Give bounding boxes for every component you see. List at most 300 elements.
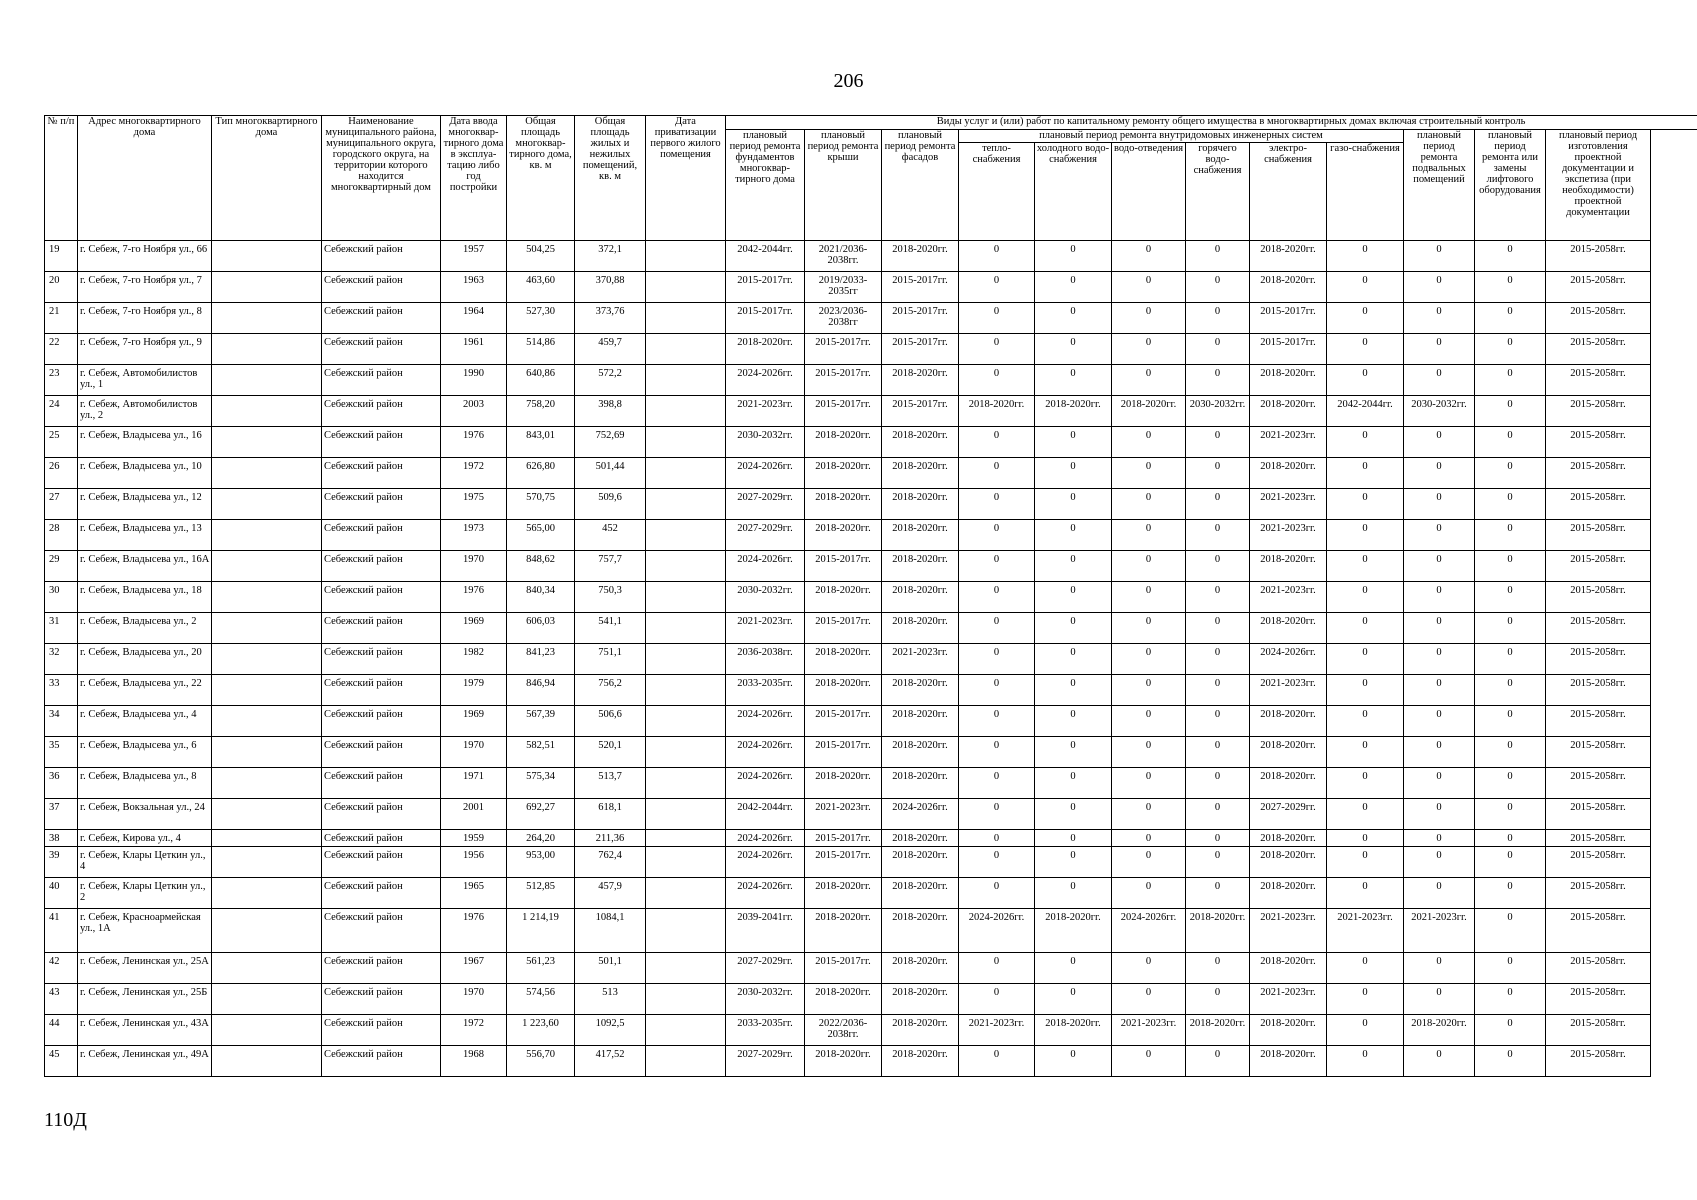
gas-cell: 0 bbox=[1327, 365, 1404, 396]
header-address: Адрес многоквартирного дома bbox=[78, 116, 212, 241]
facade-cell: 2015-2017гг. bbox=[882, 334, 959, 365]
privatization-cell bbox=[646, 427, 726, 458]
address-cell: г. Себеж, 7-го Ноября ул., 8 bbox=[78, 303, 212, 334]
heating-cell: 0 bbox=[959, 272, 1035, 303]
foundation-cell: 2027-2029гг. bbox=[726, 953, 805, 984]
year-cell: 1979 bbox=[441, 675, 507, 706]
gas-cell: 0 bbox=[1327, 458, 1404, 489]
roof-cell: 2018-2020гг. bbox=[805, 644, 882, 675]
facade-cell: 2018-2020гг. bbox=[882, 458, 959, 489]
gas-cell: 0 bbox=[1327, 551, 1404, 582]
design-docs-cell: 2015-2058гг. bbox=[1546, 427, 1651, 458]
row-number: 29 bbox=[45, 551, 78, 582]
type-cell bbox=[212, 909, 322, 953]
year-cell: 1975 bbox=[441, 489, 507, 520]
gas-cell: 0 bbox=[1327, 489, 1404, 520]
type-cell bbox=[212, 675, 322, 706]
year-cell: 1970 bbox=[441, 551, 507, 582]
electricity-cell: 2024-2026гг. bbox=[1250, 644, 1327, 675]
basement-cell: 0 bbox=[1404, 365, 1475, 396]
cold-water-cell: 0 bbox=[1035, 458, 1112, 489]
row-number: 33 bbox=[45, 675, 78, 706]
year-cell: 1971 bbox=[441, 768, 507, 799]
design-docs-cell: 2015-2058гг. bbox=[1546, 396, 1651, 427]
year-cell: 1965 bbox=[441, 878, 507, 909]
elevator-cell: 0 bbox=[1475, 737, 1546, 768]
municipality-cell: Себежский район bbox=[322, 737, 441, 768]
hot-water-cell: 0 bbox=[1186, 613, 1250, 644]
electricity-cell: 2015-2017гг. bbox=[1250, 334, 1327, 365]
cold-water-cell: 0 bbox=[1035, 613, 1112, 644]
gas-cell: 0 bbox=[1327, 303, 1404, 334]
row-number: 44 bbox=[45, 1015, 78, 1046]
electricity-cell: 2021-2023гг. bbox=[1250, 909, 1327, 953]
drainage-cell: 0 bbox=[1112, 272, 1186, 303]
hot-water-cell: 0 bbox=[1186, 675, 1250, 706]
basement-cell: 0 bbox=[1404, 706, 1475, 737]
total-area-cell: 640,86 bbox=[507, 365, 575, 396]
electricity-cell: 2015-2017гг. bbox=[1250, 303, 1327, 334]
total-area-cell: 527,30 bbox=[507, 303, 575, 334]
facade-cell: 2018-2020гг. bbox=[882, 365, 959, 396]
row-number: 42 bbox=[45, 953, 78, 984]
heating-cell: 0 bbox=[959, 334, 1035, 365]
electricity-cell: 2018-2020гг. bbox=[1250, 241, 1327, 272]
privatization-cell bbox=[646, 613, 726, 644]
total-area-cell: 692,27 bbox=[507, 799, 575, 830]
facade-cell: 2018-2020гг. bbox=[882, 984, 959, 1015]
total-area-cell: 565,00 bbox=[507, 520, 575, 551]
electricity-cell: 2018-2020гг. bbox=[1250, 737, 1327, 768]
row-number: 31 bbox=[45, 613, 78, 644]
living-area-cell: 1092,5 bbox=[575, 1015, 646, 1046]
year-cell: 1973 bbox=[441, 520, 507, 551]
total-area-cell: 626,80 bbox=[507, 458, 575, 489]
municipality-cell: Себежский район bbox=[322, 909, 441, 953]
living-area-cell: 459,7 bbox=[575, 334, 646, 365]
roof-cell: 2018-2020гг. bbox=[805, 768, 882, 799]
basement-cell: 2018-2020гг. bbox=[1404, 1015, 1475, 1046]
design-docs-cell: 2015-2058гг. bbox=[1546, 613, 1651, 644]
privatization-cell bbox=[646, 953, 726, 984]
municipality-cell: Себежский район bbox=[322, 489, 441, 520]
roof-cell: 2015-2017гг. bbox=[805, 847, 882, 878]
foundation-cell: 2021-2023гг. bbox=[726, 396, 805, 427]
design-docs-cell: 2015-2058гг. bbox=[1546, 706, 1651, 737]
foundation-cell: 2015-2017гг. bbox=[726, 272, 805, 303]
drainage-cell: 0 bbox=[1112, 768, 1186, 799]
gas-cell: 2042-2044гг. bbox=[1327, 396, 1404, 427]
foundation-cell: 2021-2023гг. bbox=[726, 613, 805, 644]
drainage-cell: 0 bbox=[1112, 737, 1186, 768]
roof-cell: 2018-2020гг. bbox=[805, 582, 882, 613]
municipality-cell: Себежский район bbox=[322, 334, 441, 365]
basement-cell: 0 bbox=[1404, 830, 1475, 847]
row-number: 24 bbox=[45, 396, 78, 427]
hot-water-cell: 0 bbox=[1186, 365, 1250, 396]
cold-water-cell: 0 bbox=[1035, 675, 1112, 706]
total-area-cell: 574,56 bbox=[507, 984, 575, 1015]
total-area-cell: 582,51 bbox=[507, 737, 575, 768]
foundation-cell: 2024-2026гг. bbox=[726, 737, 805, 768]
heating-cell: 0 bbox=[959, 458, 1035, 489]
year-cell: 1970 bbox=[441, 737, 507, 768]
privatization-cell bbox=[646, 799, 726, 830]
living-area-cell: 541,1 bbox=[575, 613, 646, 644]
basement-cell: 2021-2023гг. bbox=[1404, 909, 1475, 953]
header-total-area: Общая площадь многоквар-тирного дома, кв. м bbox=[507, 116, 575, 241]
municipality-cell: Себежский район bbox=[322, 520, 441, 551]
elevator-cell: 0 bbox=[1475, 768, 1546, 799]
facade-cell: 2024-2026гг. bbox=[882, 799, 959, 830]
cold-water-cell: 0 bbox=[1035, 799, 1112, 830]
year-cell: 1956 bbox=[441, 847, 507, 878]
basement-cell: 0 bbox=[1404, 272, 1475, 303]
table-row bbox=[45, 458, 1697, 489]
heating-cell: 0 bbox=[959, 675, 1035, 706]
page-number: 206 bbox=[833, 70, 864, 92]
cold-water-cell: 0 bbox=[1035, 847, 1112, 878]
drainage-cell: 0 bbox=[1112, 613, 1186, 644]
foundation-cell: 2042-2044гг. bbox=[726, 799, 805, 830]
municipality-cell: Себежский район bbox=[322, 984, 441, 1015]
total-area-cell: 264,20 bbox=[507, 830, 575, 847]
hot-water-cell: 0 bbox=[1186, 830, 1250, 847]
type-cell bbox=[212, 799, 322, 830]
year-cell: 1959 bbox=[441, 830, 507, 847]
municipality-cell: Себежский район bbox=[322, 1046, 441, 1077]
heating-cell: 0 bbox=[959, 365, 1035, 396]
municipality-cell: Себежский район bbox=[322, 365, 441, 396]
type-cell bbox=[212, 582, 322, 613]
elevator-cell: 0 bbox=[1475, 365, 1546, 396]
row-number: 41 bbox=[45, 909, 78, 953]
heating-cell: 0 bbox=[959, 551, 1035, 582]
hot-water-cell: 0 bbox=[1186, 427, 1250, 458]
privatization-cell bbox=[646, 551, 726, 582]
address-cell: г. Себеж, Клары Цеткин ул., 4 bbox=[78, 847, 212, 878]
roof-cell: 2015-2017гг. bbox=[805, 613, 882, 644]
cold-water-cell: 0 bbox=[1035, 551, 1112, 582]
heating-cell: 0 bbox=[959, 737, 1035, 768]
gas-cell: 0 bbox=[1327, 768, 1404, 799]
roof-cell: 2018-2020гг. bbox=[805, 984, 882, 1015]
hot-water-cell: 2018-2020гг. bbox=[1186, 1015, 1250, 1046]
gas-cell: 2021-2023гг. bbox=[1327, 909, 1404, 953]
gas-cell: 0 bbox=[1327, 1046, 1404, 1077]
hot-water-cell: 0 bbox=[1186, 489, 1250, 520]
basement-cell: 0 bbox=[1404, 1046, 1475, 1077]
municipality-cell: Себежский район bbox=[322, 675, 441, 706]
hot-water-cell: 0 bbox=[1186, 1046, 1250, 1077]
row-number: 20 bbox=[45, 272, 78, 303]
year-cell: 1961 bbox=[441, 334, 507, 365]
drainage-cell: 0 bbox=[1112, 847, 1186, 878]
municipality-cell: Себежский район bbox=[322, 953, 441, 984]
table-row bbox=[45, 489, 1697, 520]
address-cell: г. Себеж, Красноармейская ул., 1А bbox=[78, 909, 212, 953]
hot-water-cell: 0 bbox=[1186, 334, 1250, 365]
hot-water-cell: 0 bbox=[1186, 768, 1250, 799]
privatization-cell bbox=[646, 365, 726, 396]
basement-cell: 0 bbox=[1404, 768, 1475, 799]
hot-water-cell: 0 bbox=[1186, 272, 1250, 303]
municipality-cell: Себежский район bbox=[322, 396, 441, 427]
cold-water-cell: 0 bbox=[1035, 365, 1112, 396]
year-cell: 1990 bbox=[441, 365, 507, 396]
total-area-cell: 575,34 bbox=[507, 768, 575, 799]
living-area-cell: 370,88 bbox=[575, 272, 646, 303]
address-cell: г. Себеж, Владысева ул., 20 bbox=[78, 644, 212, 675]
hot-water-cell: 0 bbox=[1186, 799, 1250, 830]
address-cell: г. Себеж, Владысева ул., 6 bbox=[78, 737, 212, 768]
type-cell bbox=[212, 737, 322, 768]
roof-cell: 2015-2017гг. bbox=[805, 706, 882, 737]
design-docs-cell: 2015-2058гг. bbox=[1546, 644, 1651, 675]
hot-water-cell: 0 bbox=[1186, 520, 1250, 551]
roof-cell: 2015-2017гг. bbox=[805, 334, 882, 365]
elevator-cell: 0 bbox=[1475, 1046, 1546, 1077]
cold-water-cell: 0 bbox=[1035, 334, 1112, 365]
gas-cell: 0 bbox=[1327, 984, 1404, 1015]
drainage-cell: 0 bbox=[1112, 334, 1186, 365]
table-row bbox=[45, 953, 1697, 984]
drainage-cell: 0 bbox=[1112, 365, 1186, 396]
hot-water-cell: 0 bbox=[1186, 706, 1250, 737]
hot-water-cell: 0 bbox=[1186, 953, 1250, 984]
municipality-cell: Себежский район bbox=[322, 706, 441, 737]
elevator-cell: 0 bbox=[1475, 520, 1546, 551]
facade-cell: 2021-2023гг. bbox=[882, 644, 959, 675]
type-cell bbox=[212, 613, 322, 644]
elevator-cell: 0 bbox=[1475, 272, 1546, 303]
drainage-cell: 0 bbox=[1112, 458, 1186, 489]
heating-cell: 0 bbox=[959, 768, 1035, 799]
row-number: 35 bbox=[45, 737, 78, 768]
foundation-cell: 2024-2026гг. bbox=[726, 830, 805, 847]
design-docs-cell: 2015-2058гг. bbox=[1546, 334, 1651, 365]
cold-water-cell: 0 bbox=[1035, 768, 1112, 799]
drainage-cell: 0 bbox=[1112, 984, 1186, 1015]
cold-water-cell: 0 bbox=[1035, 427, 1112, 458]
header-hot-water: горячего водо-снабжения bbox=[1186, 143, 1250, 241]
heating-cell: 0 bbox=[959, 582, 1035, 613]
roof-cell: 2023/2036-2038гг bbox=[805, 303, 882, 334]
table-row bbox=[45, 427, 1697, 458]
foundation-cell: 2024-2026гг. bbox=[726, 551, 805, 582]
address-cell: г. Себеж, 7-го Ноября ул., 9 bbox=[78, 334, 212, 365]
type-cell bbox=[212, 984, 322, 1015]
foundation-cell: 2033-2035гг. bbox=[726, 675, 805, 706]
heating-cell: 2018-2020гг. bbox=[959, 396, 1035, 427]
address-cell: г. Себеж, Владысева ул., 4 bbox=[78, 706, 212, 737]
row-number: 25 bbox=[45, 427, 78, 458]
privatization-cell bbox=[646, 830, 726, 847]
design-docs-cell: 2015-2058гг. bbox=[1546, 582, 1651, 613]
living-area-cell: 211,36 bbox=[575, 830, 646, 847]
electricity-cell: 2018-2020гг. bbox=[1250, 613, 1327, 644]
table-row bbox=[45, 878, 1697, 909]
living-area-cell: 756,2 bbox=[575, 675, 646, 706]
electricity-cell: 2018-2020гг. bbox=[1250, 878, 1327, 909]
address-cell: г. Себеж, Владысева ул., 8 bbox=[78, 768, 212, 799]
table-row bbox=[45, 909, 1697, 953]
cold-water-cell: 0 bbox=[1035, 644, 1112, 675]
header-num: № п/п bbox=[45, 116, 78, 241]
design-docs-cell: 2015-2058гг. bbox=[1546, 520, 1651, 551]
electricity-cell: 2018-2020гг. bbox=[1250, 551, 1327, 582]
hot-water-cell: 0 bbox=[1186, 644, 1250, 675]
type-cell bbox=[212, 427, 322, 458]
table-row bbox=[45, 847, 1697, 878]
row-number: 39 bbox=[45, 847, 78, 878]
foundation-cell: 2030-2032гг. bbox=[726, 582, 805, 613]
heating-cell: 0 bbox=[959, 303, 1035, 334]
row-number: 45 bbox=[45, 1046, 78, 1077]
cold-water-cell: 0 bbox=[1035, 303, 1112, 334]
facade-cell: 2018-2020гг. bbox=[882, 830, 959, 847]
table-row bbox=[45, 675, 1697, 706]
facade-cell: 2018-2020гг. bbox=[882, 241, 959, 272]
total-area-cell: 556,70 bbox=[507, 1046, 575, 1077]
foundation-cell: 2036-2038гг. bbox=[726, 644, 805, 675]
drainage-cell: 2021-2023гг. bbox=[1112, 1015, 1186, 1046]
total-area-cell: 848,62 bbox=[507, 551, 575, 582]
year-cell: 1976 bbox=[441, 582, 507, 613]
heating-cell: 0 bbox=[959, 878, 1035, 909]
roof-cell: 2018-2020гг. bbox=[805, 489, 882, 520]
heating-cell: 0 bbox=[959, 984, 1035, 1015]
facade-cell: 2018-2020гг. bbox=[882, 953, 959, 984]
foundation-cell: 2042-2044гг. bbox=[726, 241, 805, 272]
gas-cell: 0 bbox=[1327, 427, 1404, 458]
drainage-cell: 2018-2020гг. bbox=[1112, 396, 1186, 427]
drainage-cell: 0 bbox=[1112, 830, 1186, 847]
heating-cell: 0 bbox=[959, 847, 1035, 878]
type-cell bbox=[212, 241, 322, 272]
roof-cell: 2018-2020гг. bbox=[805, 458, 882, 489]
header-privatization-date: Дата приватизации первого жилого помещения bbox=[646, 116, 726, 241]
cold-water-cell: 0 bbox=[1035, 830, 1112, 847]
row-number: 37 bbox=[45, 799, 78, 830]
basement-cell: 0 bbox=[1404, 489, 1475, 520]
living-area-cell: 520,1 bbox=[575, 737, 646, 768]
year-cell: 1969 bbox=[441, 613, 507, 644]
table-row bbox=[45, 582, 1697, 613]
address-cell: г. Себеж, Владысева ул., 12 bbox=[78, 489, 212, 520]
total-area-cell: 561,23 bbox=[507, 953, 575, 984]
cold-water-cell: 0 bbox=[1035, 706, 1112, 737]
table-row bbox=[45, 1046, 1697, 1077]
facade-cell: 2015-2017гг. bbox=[882, 272, 959, 303]
basement-cell: 0 bbox=[1404, 241, 1475, 272]
type-cell bbox=[212, 489, 322, 520]
elevator-cell: 0 bbox=[1475, 675, 1546, 706]
year-cell: 2003 bbox=[441, 396, 507, 427]
municipality-cell: Себежский район bbox=[322, 303, 441, 334]
type-cell bbox=[212, 458, 322, 489]
drainage-cell: 0 bbox=[1112, 489, 1186, 520]
elevator-cell: 0 bbox=[1475, 613, 1546, 644]
row-number: 43 bbox=[45, 984, 78, 1015]
basement-cell: 0 bbox=[1404, 799, 1475, 830]
design-docs-cell: 2015-2058гг. bbox=[1546, 458, 1651, 489]
facade-cell: 2018-2020гг. bbox=[882, 427, 959, 458]
total-area-cell: 1 214,19 bbox=[507, 909, 575, 953]
header-commission-date: Дата ввода многоквар-тирного дома в эксплуа-тацию либо год постройки bbox=[441, 116, 507, 241]
privatization-cell bbox=[646, 768, 726, 799]
living-area-cell: 752,69 bbox=[575, 427, 646, 458]
type-cell bbox=[212, 706, 322, 737]
roof-cell: 2018-2020гг. bbox=[805, 427, 882, 458]
privatization-cell bbox=[646, 241, 726, 272]
basement-cell: 0 bbox=[1404, 737, 1475, 768]
privatization-cell bbox=[646, 984, 726, 1015]
year-cell: 1963 bbox=[441, 272, 507, 303]
table-row bbox=[45, 799, 1697, 830]
header-municipality: Наименование муниципального района, муниципального округа, городского округа, на территории которого находится многоквартирный дом bbox=[322, 116, 441, 241]
basement-cell: 0 bbox=[1404, 878, 1475, 909]
drainage-cell: 0 bbox=[1112, 551, 1186, 582]
living-area-cell: 372,1 bbox=[575, 241, 646, 272]
design-docs-cell: 2015-2058гг. bbox=[1546, 847, 1651, 878]
drainage-cell: 0 bbox=[1112, 241, 1186, 272]
row-number: 21 bbox=[45, 303, 78, 334]
row-number: 28 bbox=[45, 520, 78, 551]
table-row bbox=[45, 365, 1697, 396]
gas-cell: 0 bbox=[1327, 644, 1404, 675]
electricity-cell: 2018-2020гг. bbox=[1250, 1046, 1327, 1077]
type-cell bbox=[212, 847, 322, 878]
heating-cell: 0 bbox=[959, 644, 1035, 675]
type-cell bbox=[212, 1046, 322, 1077]
privatization-cell bbox=[646, 582, 726, 613]
design-docs-cell: 2015-2058гг. bbox=[1546, 799, 1651, 830]
living-area-cell: 572,2 bbox=[575, 365, 646, 396]
roof-cell: 2015-2017гг. bbox=[805, 953, 882, 984]
municipality-cell: Себежский район bbox=[322, 551, 441, 582]
elevator-cell: 0 bbox=[1475, 847, 1546, 878]
basement-cell: 0 bbox=[1404, 953, 1475, 984]
address-cell: г. Себеж, Владысева ул., 16А bbox=[78, 551, 212, 582]
electricity-cell: 2018-2020гг. bbox=[1250, 768, 1327, 799]
table-row bbox=[45, 706, 1697, 737]
elevator-cell: 0 bbox=[1475, 984, 1546, 1015]
heating-cell: 2021-2023гг. bbox=[959, 1015, 1035, 1046]
table-row bbox=[45, 241, 1697, 272]
living-area-cell: 750,3 bbox=[575, 582, 646, 613]
address-cell: г. Себеж, 7-го Ноября ул., 66 bbox=[78, 241, 212, 272]
living-area-cell: 373,76 bbox=[575, 303, 646, 334]
year-cell: 1976 bbox=[441, 427, 507, 458]
basement-cell: 0 bbox=[1404, 458, 1475, 489]
type-cell bbox=[212, 768, 322, 799]
document-code: 110Д bbox=[44, 1109, 87, 1131]
type-cell bbox=[212, 551, 322, 582]
heating-cell: 0 bbox=[959, 489, 1035, 520]
elevator-cell: 0 bbox=[1475, 830, 1546, 847]
year-cell: 1982 bbox=[441, 644, 507, 675]
address-cell: г. Себеж, Ленинская ул., 25Б bbox=[78, 984, 212, 1015]
living-area-cell: 513 bbox=[575, 984, 646, 1015]
hot-water-cell: 0 bbox=[1186, 551, 1250, 582]
foundation-cell: 2024-2026гг. bbox=[726, 878, 805, 909]
table-row bbox=[45, 520, 1697, 551]
hot-water-cell: 0 bbox=[1186, 241, 1250, 272]
heating-cell: 0 bbox=[959, 427, 1035, 458]
address-cell: г. Себеж, Клары Цеткин ул., 2 bbox=[78, 878, 212, 909]
cold-water-cell: 0 bbox=[1035, 489, 1112, 520]
